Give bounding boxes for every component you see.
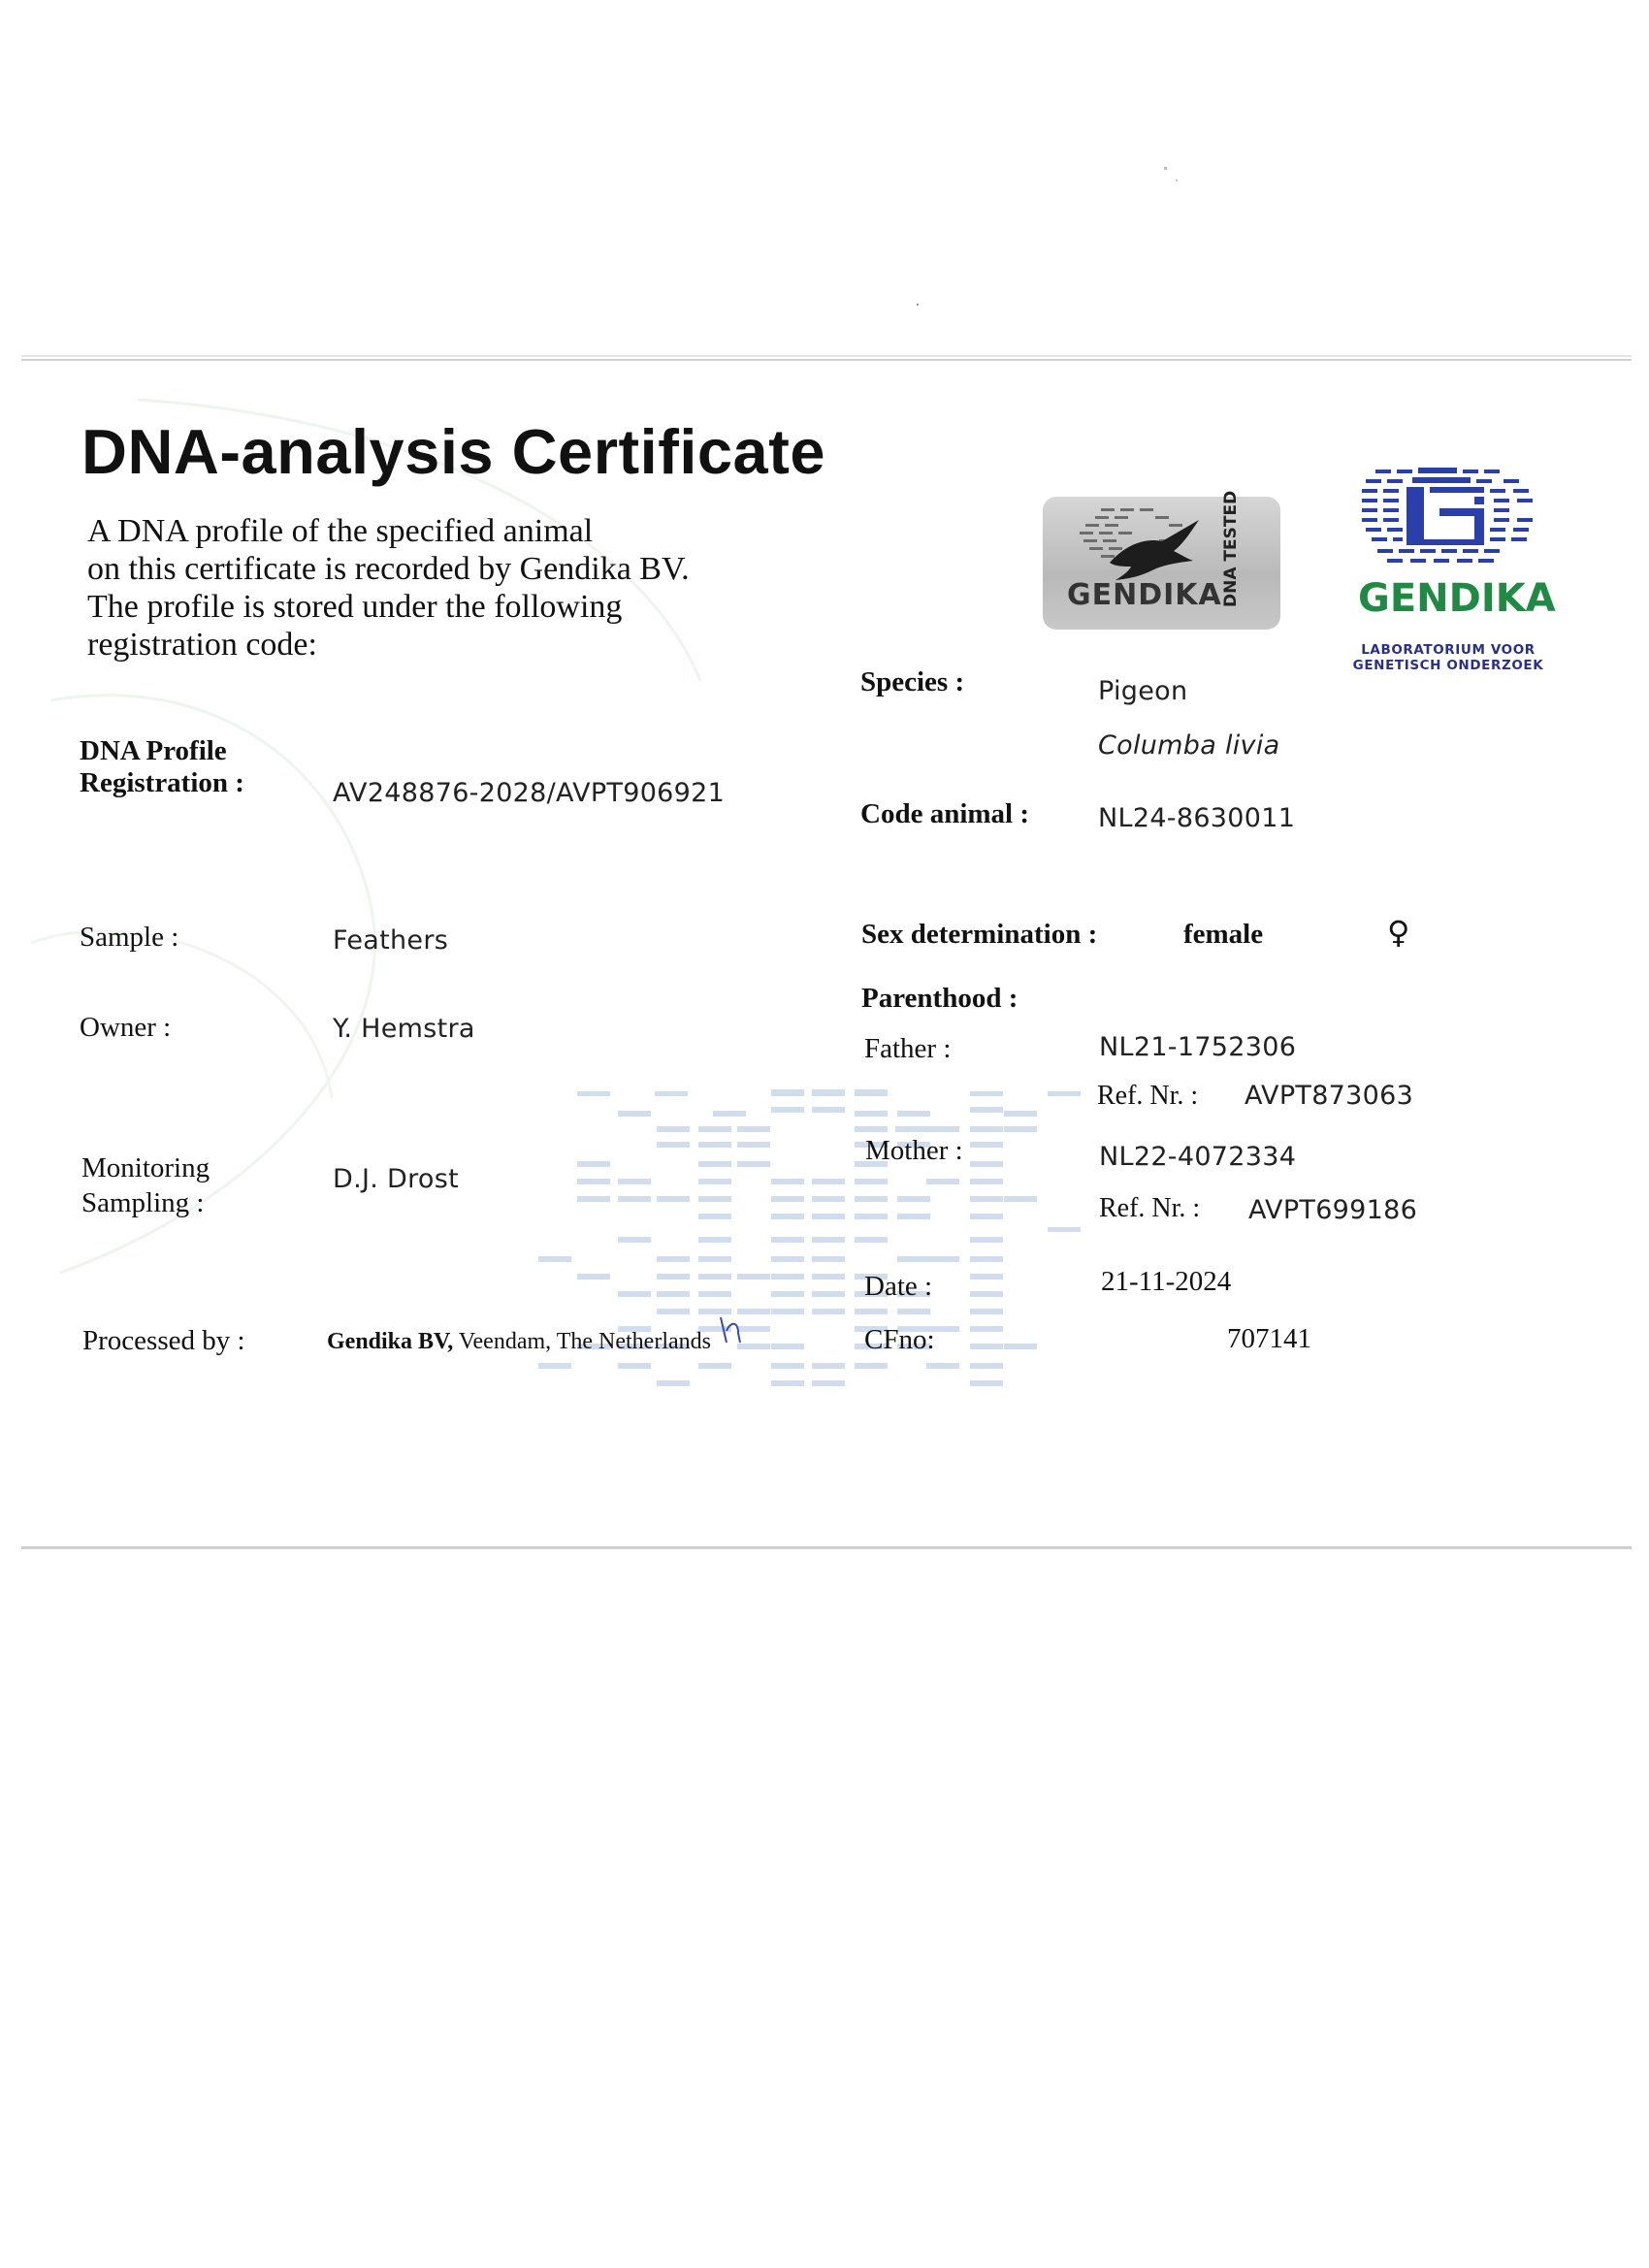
registration-label-line: Registration : [80,767,244,798]
certificate-title: DNA-analysis Certificate [81,416,825,487]
gendika-logo-mark [1358,466,1538,572]
flying-pigeon-icon [1106,516,1203,584]
monitoring-label-line: Sampling : [81,1187,205,1218]
cfno-value: 707141 [1227,1323,1311,1354]
sex-determination-label: Sex determination : [861,919,1098,950]
registration-label-line: DNA Profile [80,735,227,766]
dna-bands-watermark [538,1082,1082,1431]
date-label: Date : [864,1271,933,1302]
intro-line: registration code: [87,627,317,663]
scan-speck [1176,179,1178,181]
code-animal-value: NL24-8630011 [1098,803,1296,833]
monitoring-value: D.J. Drost [333,1164,459,1194]
cfno-label: CFno: [864,1324,935,1355]
card-top-edge [21,355,1632,357]
scan-speck [917,304,919,306]
owner-label: Owner : [80,1012,172,1043]
gendika-logo-name: GENDIKA [1358,576,1556,621]
species-label: Species : [860,666,965,697]
parenthood-label: Parenthood : [861,983,1018,1014]
processed-company: Gendika BV, [327,1329,454,1354]
owner-value: Y. Hemstra [333,1014,475,1044]
handwritten-initial-mark [713,1310,752,1348]
intro-line: The profile is stored under the following [87,589,623,625]
processed-by-value [327,1329,711,1355]
badge-side-label [1217,490,1246,615]
gendika-logo-subtitle [1343,642,1553,673]
sample-label: Sample : [80,922,179,953]
father-value: NL21-1752306 [1099,1032,1297,1062]
father-ref-label: Ref. Nr. : [1097,1081,1199,1111]
mother-ref-value: AVPT699186 [1248,1195,1418,1225]
female-symbol-icon: ♀ [1387,914,1410,951]
father-label: Father : [864,1033,952,1064]
monitoring-label [81,1150,210,1220]
intro-line: A DNA profile of the specified animal [87,513,594,549]
species-latin: Columba livia [1098,730,1280,761]
logo-subtitle-line: GENETISCH ONDERZOEK [1352,658,1544,673]
processed-location: Veendam, The Netherlands [453,1329,711,1354]
registration-label [80,735,244,799]
scan-speck [1164,167,1167,170]
monitoring-label-line: Monitoring [81,1152,210,1183]
date-value: 21-11-2024 [1101,1266,1232,1297]
mother-ref-label: Ref. Nr. : [1099,1193,1201,1223]
father-ref-value: AVPT873063 [1245,1081,1414,1111]
processed-by-label: Processed by : [82,1325,245,1356]
code-animal-label: Code animal : [860,798,1029,829]
badge-side-text: DNA TESTED [1221,490,1241,607]
logo-subtitle-line: LABORATORIUM VOOR [1361,642,1536,658]
badge-brand-text: GENDIKA [1067,578,1222,612]
mother-value: NL22-4072334 [1099,1142,1297,1172]
registration-code: AV248876-2028/AVPT906921 [333,778,726,808]
certificate-intro [87,512,747,664]
species-common: Pigeon [1098,676,1188,706]
intro-line: on this certificate is recorded by Gendika BV. [87,551,690,587]
sample-value: Feathers [333,925,449,956]
sex-value: female [1183,919,1264,950]
mother-label: Mother : [865,1135,963,1166]
